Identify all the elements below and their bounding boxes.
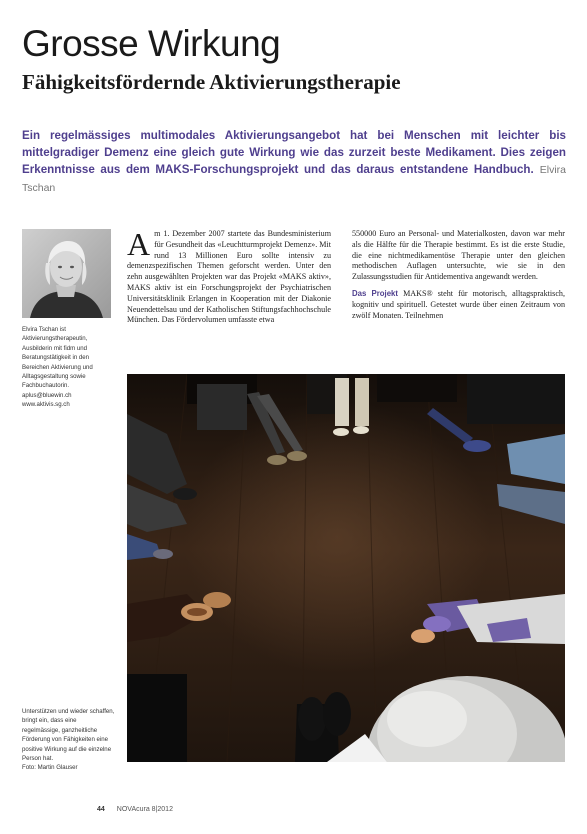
col1-paragraph — [127, 226, 331, 326]
author-portrait — [22, 229, 111, 318]
col2-paragraph-1: 550000 Euro an Personal- und Materialkosten, davon war mehr als die Hälfte für die Therapie bestimmt. Es ist die erste Studie, die eine nichtmedikamentöse Therapie unter den gleichen methodischen Auflagen untersuchte, wie sie in den Zulassungsstudien für Antidementiva angewandt werden. — [352, 229, 565, 282]
body-column-2 — [352, 229, 565, 321]
dropcap: A — [127, 226, 151, 262]
magazine-name: NOVAcura 8|2012 — [116, 806, 173, 813]
photo-image — [127, 374, 565, 762]
article-subtitle: Fähigkeitsfördernde Aktivierungstherapie — [22, 70, 401, 94]
section-label: Das Projekt — [352, 288, 398, 298]
article-title: Grosse Wirkung — [22, 23, 281, 64]
page-number: 44 — [97, 806, 105, 813]
photo-caption — [22, 707, 116, 773]
col1-text: m 1. Dezember 2007 startete das Bundesministerium für Gesundheit das «Leuchtturmprojekt Demenz». Mit rund 13 Millionen Euro sollte intensiv zu demenzspezifischen Themen geforscht werden. Unter den zehn ausgewählten Projekten war das Projekt «MAKS aktiv», MAKS aktiv ist ein Forschungsprojekt der Psychiatrischen Universitätsklinik Erlangen in Kooperation mit der Diakonie Neuendettelsau und der Katholischen Stiftungsfachhochschule München. Das Fördervolumen umfasste etwa — [127, 229, 331, 325]
article-lead — [22, 127, 566, 197]
author-caption: Elvira Tschan ist Aktivierungstherapeutin, Ausbilderin mit fidm und Beratungstätigkeit in den Bereichen Aktivierung und Alltagsgestaltung sowie Fachbuchautorin. aplus@bluewin.ch www.aktivis.sg.ch — [22, 326, 93, 409]
main-photo — [127, 374, 565, 762]
photo-credit: Foto: Martin Glauser — [22, 764, 78, 772]
col2-paragraph-2 — [352, 289, 565, 321]
col2-text: MAKS® steht für motorisch, alltagspraktisch, kognitiv und spirituell. Getestet wurde über einen Zeitraum von zwölf Monaten. Teilnehmen — [352, 288, 565, 320]
photo-caption-text: Unterstützen und wieder schaffen, bringt ein, dass eine regelmässige, ganzheitliche Förderung von Fähigkeiten eine positive Wirkung auf die einzelne Person hat. — [22, 708, 115, 763]
portrait-image — [22, 229, 111, 318]
lead-text: Ein regelmässiges multimodales Aktivierungsangebot hat bei Menschen mit leichter bis mittelgradiger Demenz eine gleich gute Wirkung wie das zurzeit beste Medikament. Dies zeigen Erkenntnisse aus dem MAKS-Forschungsprojekt und das daraus entstandene Handbuch. — [22, 129, 566, 176]
page-footer — [97, 805, 173, 814]
body-column-1 — [127, 226, 331, 326]
lead-author: Elvira Tschan — [22, 164, 566, 194]
